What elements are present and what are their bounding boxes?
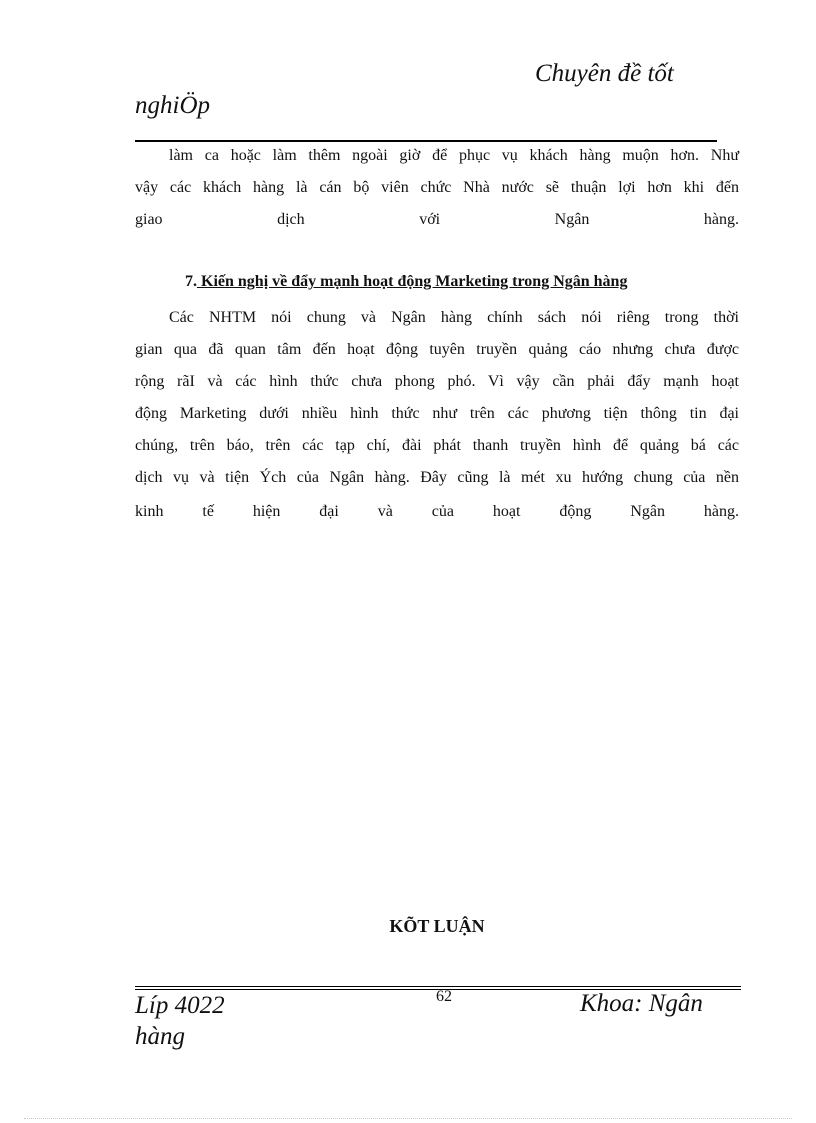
header-title: Chuyên đề tốt: [535, 60, 674, 87]
footer-faculty: Khoa: Ngân: [580, 990, 703, 1017]
header-title-continued: nghiÖp: [135, 92, 210, 119]
page-number: 62: [436, 988, 452, 1005]
section-heading: [135, 266, 739, 298]
paragraph-line: Các NHTM nói chung và Ngân hàng chính sách nói riêng trong thời: [169, 309, 739, 326]
footer-class: [135, 990, 225, 1052]
paragraph-line: làm ca hoặc làm thêm ngoài giờ để phục vụ khách hàng muộn hơn. Như: [169, 147, 739, 164]
conclusion-heading: KÕT LUẬN: [389, 916, 485, 936]
paragraph-line: gian qua đã quan tâm đến hoạt động tuyên truyền quảng cáo nhưng chưa được: [135, 341, 739, 358]
paragraph-line: chúng, trên báo, trên các tạp chí, đài phát thanh truyền hình để quảng bá các: [135, 437, 739, 454]
paragraph-line: kinh tế hiện đại và của hoạt động Ngân hàng.: [135, 503, 739, 520]
paragraph-line: dịch vụ và tiện Ých của Ngân hàng. Đây cũng là mét xu hướng chung của nền: [135, 469, 739, 486]
section-number: 7.: [185, 273, 197, 290]
paragraph-line: vậy các khách hàng là cán bộ viên chức Nhà nước sẽ thuận lợi hơn khi đến: [135, 179, 739, 196]
footer-rule: [135, 986, 741, 987]
footer-class-line2: hàng: [135, 1023, 185, 1050]
section-title: Kiến nghị về đẩy mạnh hoạt động Marketing trong Ngân hàng: [197, 273, 628, 290]
page-edge: [24, 1118, 792, 1119]
paragraph-line: động Marketing dưới nhiều hình thức như trên các phương tiện thông tin đại: [135, 405, 739, 422]
paragraph-line: giao dịch với Ngân hàng.: [135, 211, 739, 228]
paragraph-line: rộng rãI và các hình thức chưa phong phó. Vì vậy cần phải đẩy mạnh hoạt: [135, 373, 739, 390]
footer-class-line1: Líp 4022: [135, 992, 225, 1019]
